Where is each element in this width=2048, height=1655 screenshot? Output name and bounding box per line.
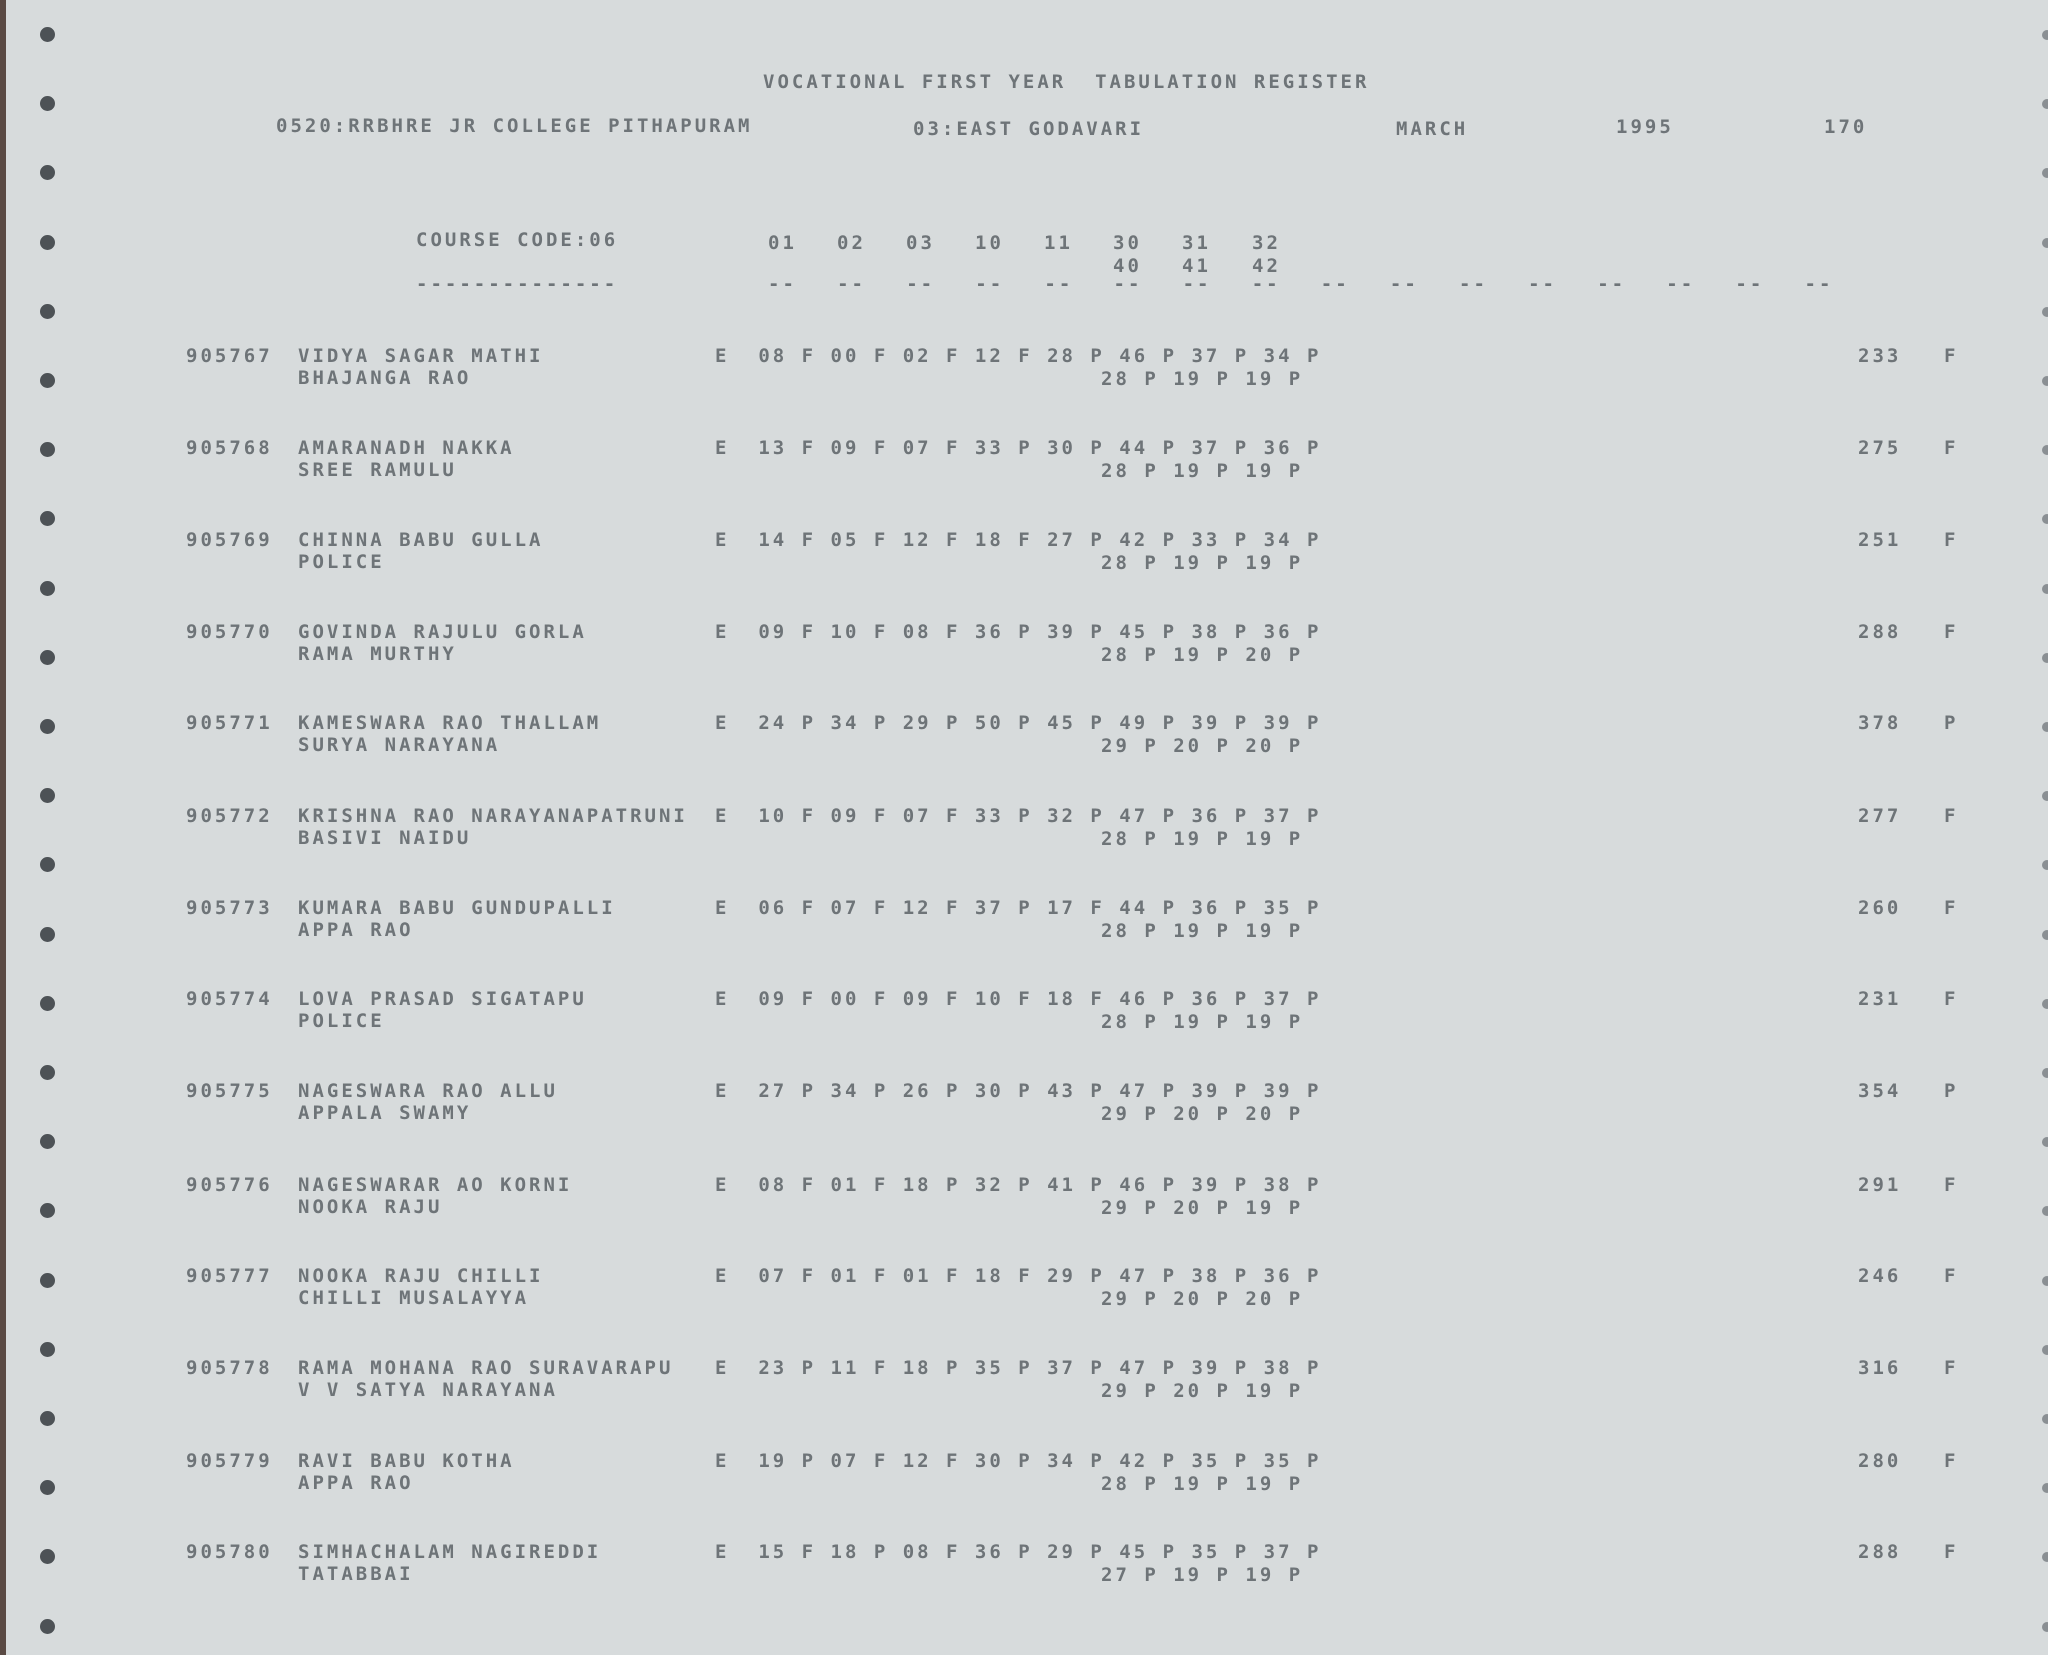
parent-name: V V SATYA NARAYANA [298, 1379, 558, 1401]
feed-hole [2042, 1206, 2048, 1216]
feed-hole [2042, 376, 2048, 386]
total-marks: 233 [1858, 345, 1902, 367]
feed-hole [40, 27, 55, 42]
total-marks: 354 [1858, 1080, 1902, 1102]
subject-marks-second-line: 28 P 19 P 19 P [1101, 1473, 1304, 1495]
subject-marks-second-line: 29 P 20 P 19 P [1101, 1197, 1304, 1219]
feed-hole [2042, 930, 2048, 940]
feed-hole [2042, 238, 2048, 248]
parent-name: NOOKA RAJU [298, 1196, 443, 1218]
course-code: COURSE CODE:06 [416, 229, 619, 251]
hall-ticket-number: 905777 [186, 1265, 273, 1287]
column-code: 03 [906, 232, 935, 254]
result-status: F [1944, 1174, 1959, 1196]
total-marks: 316 [1858, 1357, 1902, 1379]
feed-hole [2042, 1345, 2048, 1355]
feed-hole [40, 857, 55, 872]
student-name: RAMA MOHANA RAO SURAVARAPU [298, 1357, 674, 1379]
column-dash: -- [1389, 273, 1419, 295]
feed-hole [2042, 307, 2048, 317]
subject-marks: E 09 F 10 F 08 F 36 P 39 P 45 P 38 P 36 P [715, 621, 1322, 643]
feed-hole [2042, 653, 2048, 663]
register-sheet [6, 0, 2048, 1655]
total-marks: 251 [1858, 529, 1902, 551]
parent-name: APPALA SWAMY [298, 1102, 472, 1124]
total-marks: 378 [1858, 712, 1902, 734]
column-dash: -- [768, 273, 797, 295]
feed-hole [2042, 514, 2048, 524]
feed-hole [40, 1342, 55, 1357]
subject-marks-second-line: 27 P 19 P 19 P [1101, 1564, 1304, 1586]
feed-hole [40, 581, 55, 596]
parent-name: TATABBAI [298, 1563, 414, 1585]
column-code: 01 [768, 232, 797, 254]
feed-hole [40, 788, 55, 803]
result-status: F [1944, 1541, 1959, 1563]
feed-hole [40, 96, 55, 111]
student-name: KAMESWARA RAO THALLAM [298, 712, 602, 734]
district-name: 03:EAST GODAVARI [913, 118, 1145, 140]
column-dash: -- [1251, 273, 1281, 295]
feed-hole [2042, 1414, 2048, 1424]
total-marks: 231 [1858, 988, 1902, 1010]
student-name: VIDYA SAGAR MATHI [298, 345, 544, 367]
result-status: P [1944, 712, 1959, 734]
parent-name: SURYA NARAYANA [298, 734, 501, 756]
column-dash: -- [1113, 273, 1143, 295]
feed-hole [2042, 445, 2048, 455]
college-name: 0520:RRBHRE JR COLLEGE PITHAPURAM [276, 115, 753, 137]
hall-ticket-number: 905769 [186, 529, 273, 551]
hall-ticket-number: 905767 [186, 345, 273, 367]
parent-name: BASIVI NAIDU [298, 827, 472, 849]
feed-hole [2042, 168, 2048, 178]
feed-hole [2042, 99, 2048, 109]
subject-marks: E 19 P 07 F 12 F 30 P 34 P 42 P 35 P 35 P [715, 1450, 1322, 1472]
feed-hole [2042, 1622, 2048, 1632]
student-name: LOVA PRASAD SIGATAPU [298, 988, 587, 1010]
feed-hole [2042, 1276, 2048, 1286]
subject-marks-second-line: 29 P 20 P 20 P [1101, 1288, 1304, 1310]
exam-month: MARCH [1396, 118, 1469, 140]
subject-marks-second-line: 28 P 19 P 19 P [1101, 552, 1304, 574]
total-marks: 246 [1858, 1265, 1902, 1287]
subject-marks: E 23 P 11 F 18 P 35 P 37 P 47 P 39 P 38 P [715, 1357, 1322, 1379]
column-code: 31 [1182, 232, 1211, 254]
column-code: 30 [1113, 232, 1142, 254]
feed-hole [2042, 860, 2048, 870]
column-code: 41 [1182, 255, 1211, 277]
total-marks: 291 [1858, 1174, 1902, 1196]
hall-ticket-number: 905780 [186, 1541, 273, 1563]
subject-marks: E 08 F 00 F 02 F 12 F 28 P 46 P 37 P 34 P [715, 345, 1322, 367]
feed-hole [2042, 791, 2048, 801]
student-name: KRISHNA RAO NARAYANAPATRUNI [298, 805, 688, 827]
column-code: 10 [975, 232, 1004, 254]
feed-hole [2042, 1137, 2048, 1147]
subject-marks: E 27 P 34 P 26 P 30 P 43 P 47 P 39 P 39 P [715, 1080, 1322, 1102]
subject-marks: E 06 F 07 F 12 F 37 P 17 F 44 P 36 P 35 P [715, 897, 1322, 919]
parent-name: CHILLI MUSALAYYA [298, 1287, 530, 1309]
student-name: KUMARA BABU GUNDUPALLI [298, 897, 616, 919]
feed-hole [40, 650, 55, 665]
student-name: GOVINDA RAJULU GORLA [298, 621, 587, 643]
parent-name: APPA RAO [298, 1472, 414, 1494]
result-status: P [1944, 1080, 1959, 1102]
column-dash: -- [1666, 273, 1696, 295]
feed-hole [2042, 1552, 2048, 1562]
subject-marks-second-line: 28 P 19 P 19 P [1101, 1011, 1304, 1033]
feed-hole [40, 996, 55, 1011]
result-status: F [1944, 1357, 1959, 1379]
feed-hole [40, 511, 55, 526]
hall-ticket-number: 905770 [186, 621, 273, 643]
subject-marks-second-line: 29 P 20 P 20 P [1101, 1103, 1304, 1125]
result-status: F [1944, 1450, 1959, 1472]
subject-marks: E 14 F 05 F 12 F 18 F 27 P 42 P 33 P 34 P [715, 529, 1322, 551]
feed-hole [40, 927, 55, 942]
feed-hole [2042, 999, 2048, 1009]
exam-year: 1995 [1616, 116, 1674, 138]
hall-ticket-number: 905773 [186, 897, 273, 919]
subject-marks: E 13 F 09 F 07 F 33 P 30 P 44 P 37 P 36 P [715, 437, 1322, 459]
hall-ticket-number: 905772 [186, 805, 273, 827]
result-status: F [1944, 345, 1959, 367]
parent-name: RAMA MURTHY [298, 643, 457, 665]
hall-ticket-number: 905774 [186, 988, 273, 1010]
column-dash: -- [1528, 273, 1557, 295]
feed-hole [40, 1203, 55, 1218]
column-code: 11 [1044, 232, 1073, 254]
feed-hole [40, 1480, 55, 1495]
hall-ticket-number: 905776 [186, 1174, 273, 1196]
column-dash: -- [1804, 273, 1834, 295]
course-code-underline: -------------- [416, 273, 619, 295]
result-status: F [1944, 805, 1959, 827]
student-name: SIMHACHALAM NAGIREDDI [298, 1541, 602, 1563]
feed-hole [40, 1549, 55, 1564]
subject-marks-second-line: 29 P 20 P 19 P [1101, 1380, 1304, 1402]
subject-marks-second-line: 29 P 20 P 20 P [1101, 735, 1304, 757]
column-code: 02 [837, 232, 866, 254]
feed-hole [40, 719, 55, 734]
result-status: F [1944, 897, 1959, 919]
subject-marks: E 08 F 01 F 18 P 32 P 41 P 46 P 39 P 38 P [715, 1174, 1322, 1196]
column-dash: -- [975, 273, 1005, 295]
student-name: NOOKA RAJU CHILLI [298, 1265, 544, 1287]
total-marks: 288 [1858, 1541, 1902, 1563]
subject-marks: E 10 F 09 F 07 F 33 P 32 P 47 P 36 P 37 P [715, 805, 1322, 827]
student-name: RAVI BABU KOTHA [298, 1450, 515, 1472]
parent-name: APPA RAO [298, 919, 414, 941]
subject-marks-second-line: 28 P 19 P 19 P [1101, 368, 1304, 390]
parent-name: POLICE [298, 551, 385, 573]
feed-hole [40, 235, 55, 250]
column-dash: -- [1182, 273, 1212, 295]
hall-ticket-number: 905768 [186, 437, 273, 459]
column-dash: -- [906, 273, 936, 295]
feed-hole [40, 373, 55, 388]
page-number: 170 [1824, 116, 1868, 138]
hall-ticket-number: 905778 [186, 1357, 273, 1379]
total-marks: 260 [1858, 897, 1902, 919]
subject-marks-second-line: 28 P 19 P 19 P [1101, 828, 1304, 850]
feed-hole [40, 304, 55, 319]
parent-name: SREE RAMULU [298, 459, 457, 481]
feed-hole [2042, 1483, 2048, 1493]
feed-hole [40, 1619, 55, 1634]
column-dash: -- [1597, 273, 1627, 295]
subject-marks: E 09 F 00 F 09 F 10 F 18 F 46 P 36 P 37 P [715, 988, 1322, 1010]
result-status: F [1944, 1265, 1959, 1287]
hall-ticket-number: 905775 [186, 1080, 273, 1102]
total-marks: 280 [1858, 1450, 1902, 1472]
feed-hole [40, 1411, 55, 1426]
subject-marks-second-line: 28 P 19 P 19 P [1101, 920, 1304, 942]
student-name: NAGESWARA RAO ALLU [298, 1080, 558, 1102]
column-dash: -- [1459, 273, 1488, 295]
subject-marks-second-line: 28 P 19 P 19 P [1101, 460, 1304, 482]
column-dash: -- [1044, 273, 1074, 295]
register-title: VOCATIONAL FIRST YEAR TABULATION REGISTER [763, 71, 1370, 93]
subject-marks: E 24 P 34 P 29 P 50 P 45 P 49 P 39 P 39 P [715, 712, 1322, 734]
parent-name: BHAJANGA RAO [298, 367, 472, 389]
result-status: F [1944, 621, 1959, 643]
column-code: 42 [1252, 255, 1281, 277]
hall-ticket-number: 905771 [186, 712, 273, 734]
subject-marks: E 07 F 01 F 01 F 18 F 29 P 47 P 38 P 36 P [715, 1265, 1322, 1287]
column-code: 40 [1113, 255, 1142, 277]
subject-marks: E 15 F 18 P 08 F 36 P 29 P 45 P 35 P 37 P [715, 1541, 1322, 1563]
feed-hole [2042, 1068, 2048, 1078]
result-status: F [1944, 437, 1959, 459]
student-name: CHINNA BABU GULLA [298, 529, 544, 551]
student-name: NAGESWARAR AO KORNI [298, 1174, 573, 1196]
subject-marks-second-line: 28 P 19 P 20 P [1101, 644, 1304, 666]
column-dash: -- [1735, 273, 1765, 295]
hall-ticket-number: 905779 [186, 1450, 273, 1472]
feed-hole [40, 165, 55, 180]
student-name: AMARANADH NAKKA [298, 437, 515, 459]
feed-hole [40, 1134, 55, 1149]
column-dash: -- [1320, 273, 1350, 295]
feed-hole [2042, 30, 2048, 40]
feed-hole [40, 442, 55, 457]
total-marks: 288 [1858, 621, 1902, 643]
result-status: F [1944, 529, 1959, 551]
result-status: F [1944, 988, 1959, 1010]
feed-hole [2042, 584, 2048, 594]
column-dash: -- [837, 273, 866, 295]
column-code: 32 [1252, 232, 1281, 254]
feed-hole [40, 1273, 55, 1288]
feed-hole [40, 1065, 55, 1080]
total-marks: 275 [1858, 437, 1902, 459]
total-marks: 277 [1858, 805, 1902, 827]
feed-hole [2042, 722, 2048, 732]
parent-name: POLICE [298, 1010, 385, 1032]
